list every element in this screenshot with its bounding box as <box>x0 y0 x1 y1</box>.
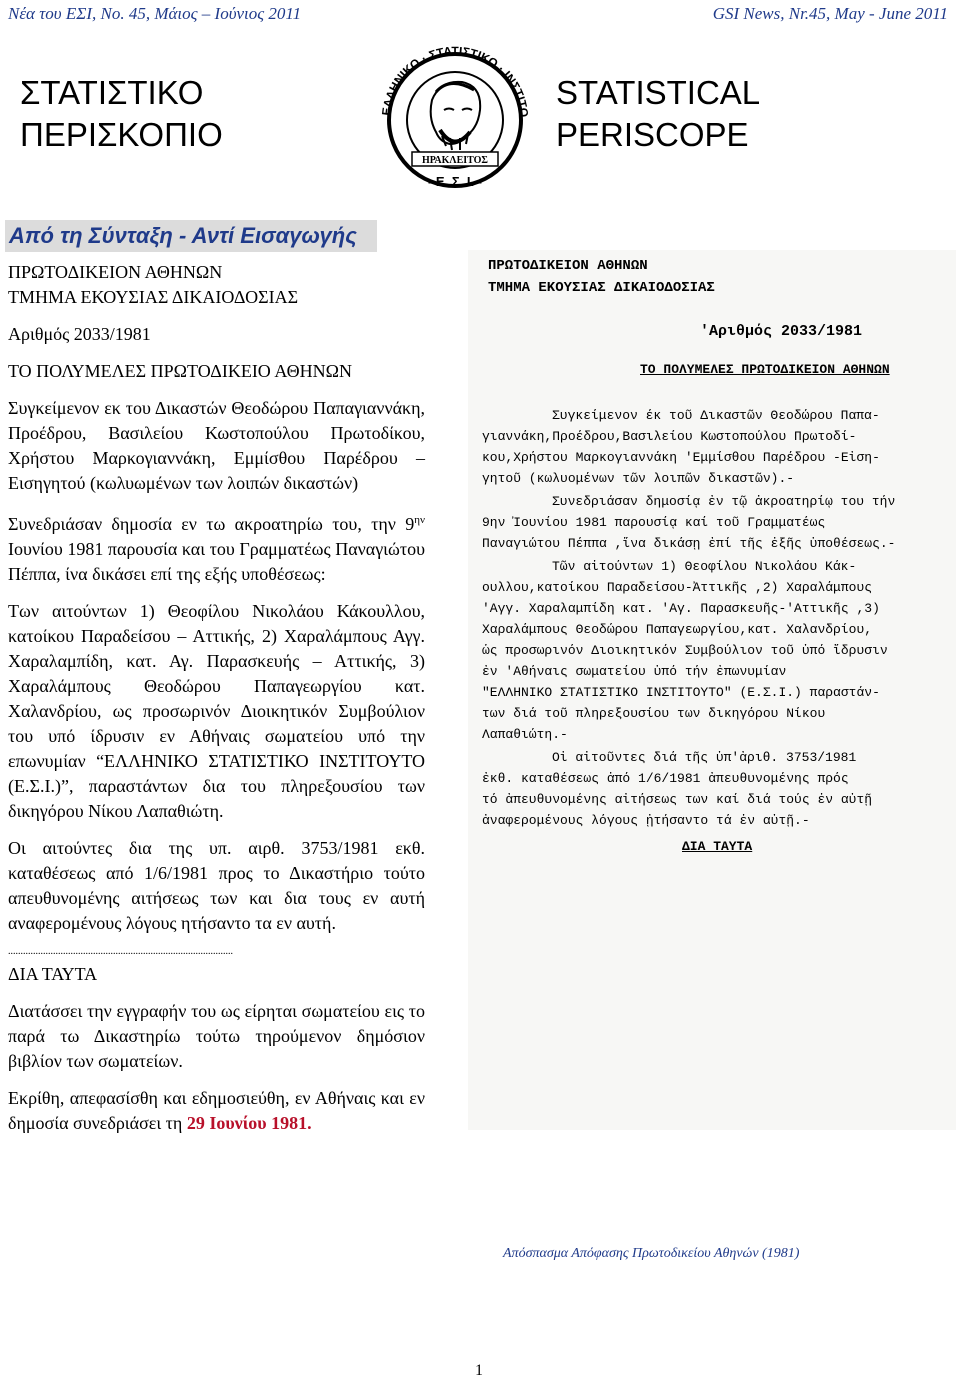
scan-row: ουλλου,κατοίκου Παραδείσου-Ἀττικῆς ,2) Χαραλάμπους <box>482 580 873 595</box>
scan-line-2: ΤΜΗΜΑ ΕΚΟΥΣΙΑΣ ΔΙΚΑΙΟΔΟΣΙΑΣ <box>488 280 715 296</box>
session-text-b: Ιουνίου 1981 παρουσία και του Γραμματέως Παναγιώτου Πέππα, ίνα δικάσει επί της εξής υποθέσεως: <box>8 539 425 584</box>
ruling-date: 29 Ιουνίου 1981. <box>186 1113 312 1133</box>
scan-row: ὡς προσωρινόν Διοικητικόν Συμβούλιον τοῦ ὑπό ἵδρυσιν <box>482 643 888 658</box>
paragraph-petition: Οι αιτούντες δια της υπ. αιρθ. 3753/1981 εκθ. καταθέσεως από 1/6/1981 προς το Δικαστήριο τούτο απευθυνομένης αιτήσεως των και δια τους εν αυτή αναφερομένους λόγους ητήσαντο τα εν αυτή. <box>8 838 425 933</box>
scan-row: των διά τοῦ πληρεξουσίου των δικηγόρου Νίκου <box>482 706 826 721</box>
scan-row: ἐκθ. καταθέσεως ἀπό 1/6/1981 ἀπευθυνομένης πρός <box>482 771 849 786</box>
article-body <box>8 260 425 1136</box>
dotted-separator: .......................................................................................... <box>8 946 233 957</box>
court-line-2: ΤΜΗΜΑ ΕΚΟΥΣΙΑΣ ΔΙΚΑΙΟΔΟΣΙΑΣ <box>8 287 299 307</box>
greek-title-line1: ΣΤΑΤΙΣΤΙΚΟ <box>20 74 204 111</box>
paragraph-ruling <box>8 1086 425 1136</box>
esi-logo-icon <box>370 40 540 190</box>
scan-row: Χαραλάμπους Θεοδώρου Παπαγεωργίου,κατ. Χαλανδρίου, <box>482 622 873 637</box>
decision-number: Αριθμός 2033/1981 <box>8 324 151 344</box>
court-line-3: ΤΟ ΠΟΛΥΜΕΛΕΣ ΠΡΩΤΟΔΙΚΕΙΟ ΑΘΗΝΩΝ <box>8 361 352 381</box>
scan-row: 9ην Ἰουνίου 1981 παρουσίᾳ καί τοῦ Γραμματέως <box>482 515 826 530</box>
scan-line-1: ΠΡΩΤΟΔΙΚΕΙΟΝ ΑΘΗΝΩΝ <box>488 258 648 274</box>
greek-title-line2: ΠΕΡΙΣΚΟΠΙΟ <box>20 116 223 153</box>
session-text-a: Συνεδριάσαν δημοσία εν τω ακροατηρίω του, την 9 <box>8 514 415 534</box>
greek-title <box>20 72 223 156</box>
logo-ring-text: ΕΛΛΗΝΙΚΟ · ΣΤΑΤΙΣΤΙΚΟ · ΙΝΣΤΙΤΟ <box>379 43 532 118</box>
english-title-line1: STATISTICAL <box>556 74 761 111</box>
scan-row: γητοῦ (κωλυομένων τῶν λοιπῶν δικαστῶν).- <box>482 471 795 486</box>
scan-row: ἀναφερομένους λόγους ᾐτήσαντο τά ἐν αὐτῇ.- <box>482 813 810 828</box>
scan-row: Οἱ αἰτοῦντες διά τῆς ὑπ'ἀριθ. 3753/1981 <box>552 750 857 765</box>
image-caption: Απόσπασμα Απόφασης Πρωτοδικείου Αθηνών (1981) <box>503 1246 800 1261</box>
ruling-text: Εκρίθη, απεφασίσθη και εδημοσιεύθη, εν Αθήναις και εν δημοσία συνεδριάσει τη <box>8 1088 425 1133</box>
scan-row: τό ἀπευθυνομένης αἰτήσεως των καί διά τούς ἐν αὐτῇ <box>482 792 873 807</box>
section-heading: Από τη Σύνταξη - Αντί Εισαγωγής <box>9 223 357 248</box>
scan-row: Παναγιώτου Πέππα ,ἵνα δικάσῃ ἐπί τῆς ἐξῆς ὑποθέσεως.- <box>482 536 896 551</box>
scan-row: Λαπαθιώτη.- <box>482 727 568 742</box>
header-left: Νέα του ΕΣΙ, Νο. 45, Μάιος – Ιούνιος 2011 <box>8 4 302 23</box>
scan-number: 'Αριθμός 2033/1981 <box>700 323 863 340</box>
session-sup: ην <box>414 514 425 526</box>
esi-logo <box>370 40 540 190</box>
scanned-document <box>468 250 956 1130</box>
scan-body <box>482 408 950 855</box>
logo-banner: ΗΡΑΚΛΕΙΤΟΣ <box>422 155 488 166</box>
scan-row: Συνεδριάσαν δημοσίᾳ ἐν τῷ ἀκροατηρίῳ του τήν <box>552 494 896 509</box>
scan-court: ΤΟ ΠΟΛΥΜΕΛΕΣ ΠΡΩΤΟΔΙΚΕΙΟΝ ΑΘΗΝΩΝ <box>640 362 890 377</box>
scan-row: ἐν 'Αθήναις σωματείου ὑπό τήν ἐπωνυμίαν <box>482 664 787 679</box>
dia-tauta: ΔΙΑ ΤΑΥΤΑ <box>8 964 98 984</box>
paragraph-composition: Συγκείμενον εκ του Δικαστών Θεοδώρου Παπαγιαννάκη, Προέδρου, Βασιλείου Κωστοπούλου Πρωτοδίκου, Χρήστου Μαρκογιαννάκη, Εμμίσθου Παρέδρου – Εισηγητού (κωλυωμένων των λοιπών δικαστών) <box>8 398 425 493</box>
scan-row: γιαννάκη,Προέδρου,Βασιλείου Κωστοπούλου Πρωτοδί- <box>482 429 857 444</box>
english-title-line2: PERISCOPE <box>556 116 749 153</box>
logo-bottom: - Ε. Σ. Ι. - <box>427 174 483 189</box>
english-title <box>556 72 760 156</box>
paragraph-applicants: Των αιτούντων 1) Θεοφίλου Νικολάου Κάκουλλου, κατοίκου Παραδείσου – Αττικής, 2) Χαραλάμπους Αγγ. Χαραλαμπίδη, κατ. Αγ. Παρασκευής – Αττικής, 3) Χαραλάμπους Θεοδώρου Παπαγεωργίου κατ. Χαλανδρίου, ως προσωρινόν Διοικητικόν Συμβούλιον του υπό ίδρυσιν εν Αθήναις σωματείου υπό την επωνυμίαν “ΕΛΛΗΝΙΚΟ ΣΤΑΤΙΣΤΙΚΟ ΙΝΣΤΙΤΟΥΤΟ (Ε.Σ.Ι.)”, παραστάντων δια του πληρεξουσίου των δικηγόρου Νίκου Λαπαθιώτη. <box>8 601 425 821</box>
paragraph-session <box>8 508 425 587</box>
scan-row: Συγκείμενον έκ τοῦ Δικαστῶν Θεοδώρου Παπα- <box>552 408 880 423</box>
court-line-1: ΠΡΩΤΟΔΙΚΕΙΟΝ ΑΘΗΝΩΝ <box>8 262 223 282</box>
scan-dia-tauta: ΔΙΑ ΤΑΥΤΑ <box>682 839 753 854</box>
scan-row: κου,Χρήστου Μαρκογιαννάκη 'Εμμίσθου Παρέδρου -Εἰση- <box>482 450 880 465</box>
header-right: GSI News, Nr.45, May - June 2011 <box>712 4 948 23</box>
scan-row: "ΕΛΛΗΝΙΚΟ ΣΤΑΤΙΣΤΙΚΟ ΙΝΣΤΙΤΟΥΤΟ" (Ε.Σ.Ι.) παραστάν- <box>482 685 880 700</box>
paragraph-order: Διατάσσει την εγγραφήν του ως είρηται σωματείου εις το παρά τω Δικαστηρίω τούτω τηρούμενον δημόσιον βιβλίον των σωματείων. <box>8 1001 425 1071</box>
page-number: 1 <box>475 1362 483 1379</box>
scan-row: Τῶν αἰτούντων 1) Θεοφίλου Νικολάου Κάκ- <box>552 559 857 574</box>
scan-row: 'Αγγ. Χαραλαμπίδη κατ. 'Αγ. Παρασκευῆς-'Αττικῆς ,3) <box>482 601 880 616</box>
